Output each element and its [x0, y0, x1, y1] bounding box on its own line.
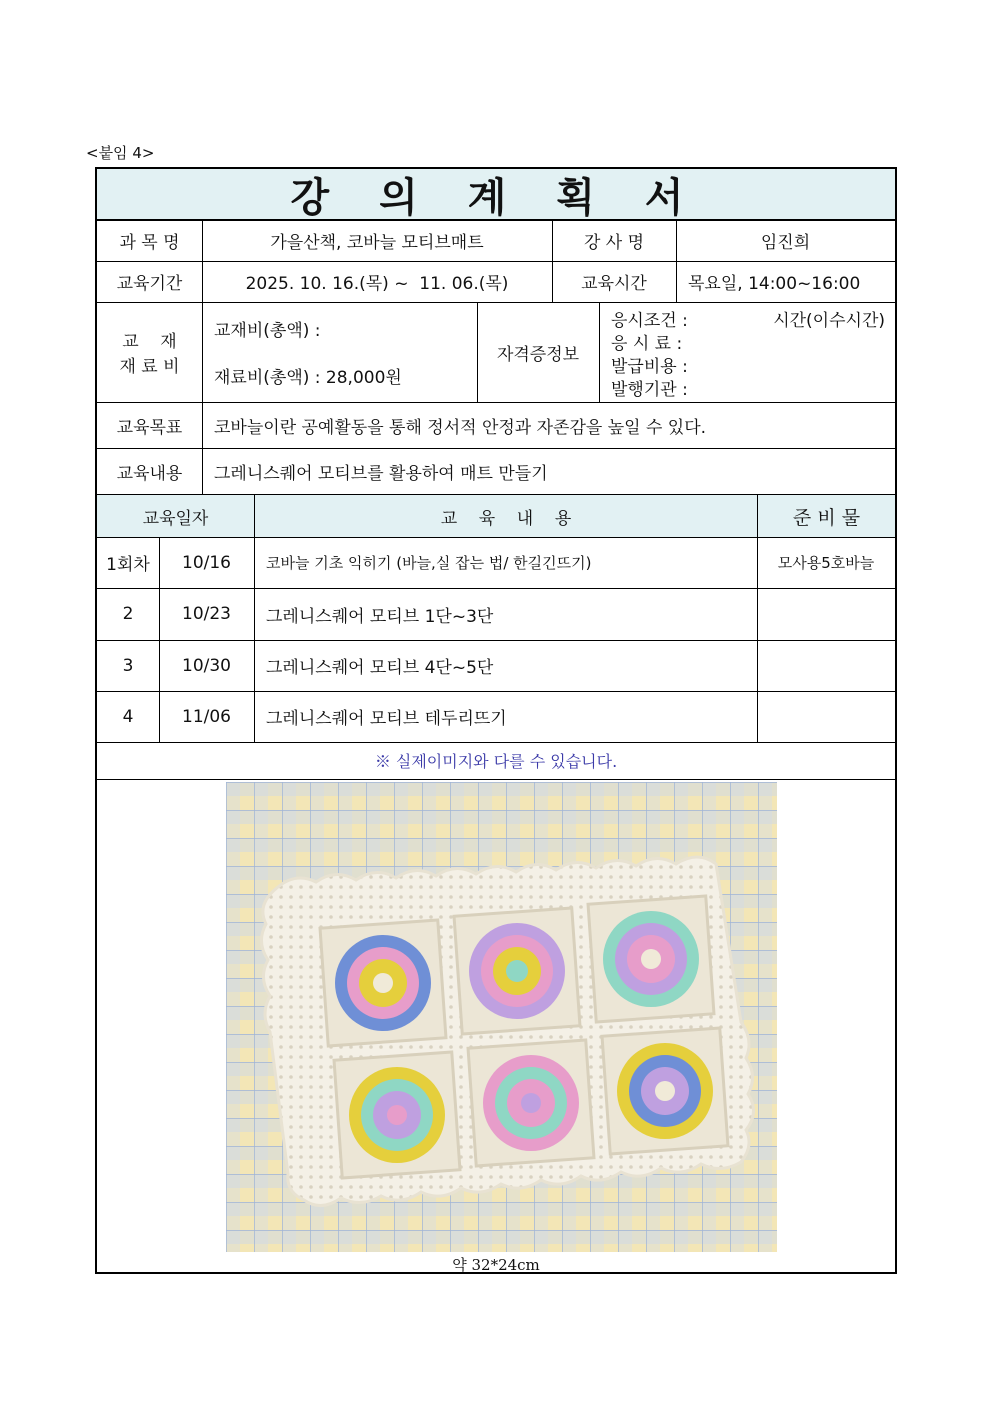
mat-size-caption: 약 32*24cm: [452, 1256, 540, 1274]
session-content: 그레니스퀘어 모티브 4단~5단: [266, 658, 494, 678]
cert-issue-fee: 발급비용 :: [611, 357, 688, 377]
schedule-content-header: 교 육 내 용: [255, 495, 757, 537]
cert-condition-value: 시간(이수시간): [773, 311, 885, 331]
material-label-line2: 재 료 비: [119, 357, 180, 377]
session-prep: [757, 588, 895, 640]
session-number: 4: [122, 706, 134, 727]
session-date: 10/30: [182, 655, 231, 676]
session-content: 코바늘 기초 익히기 (바늘,실 잡는 법/ 한길긴뜨기): [266, 554, 592, 572]
instructor-label: 강 사 명: [583, 233, 645, 253]
subject-label: 과 목 명: [119, 233, 180, 253]
document-title: 강 의 계 획 서: [97, 169, 895, 219]
cert-fee: 응 시 료 :: [611, 334, 683, 354]
content-value: 그레니스퀘어 모티브를 활용하여 매트 만들기: [214, 463, 548, 484]
time-label: 교육시간: [581, 274, 647, 294]
session-date: 11/06: [182, 706, 231, 727]
cert-condition: 응시조건 :: [611, 311, 688, 331]
cert-info: [599, 302, 895, 402]
image-disclaimer: ※ 실제이미지와 다를 수 있습니다.: [374, 752, 618, 771]
session-content: 그레니스퀘어 모티브 1단~3단: [266, 606, 494, 627]
session-date: 10/16: [182, 552, 231, 573]
attachment-label: <붙임 4>: [86, 144, 155, 162]
session-content: 그레니스퀘어 모티브 테두리뜨기: [266, 709, 507, 729]
textbook-fee: 교재비(총액) :: [214, 321, 321, 341]
crochet-mat-photo: [226, 782, 777, 1252]
material-label: [97, 302, 202, 402]
fees-cell: [202, 302, 477, 402]
cert-issuer: 발행기관 :: [611, 380, 688, 400]
session-prep: [757, 640, 895, 691]
content-label: 교육내용: [116, 463, 183, 484]
cert-label: 자격증정보: [496, 344, 580, 365]
lecture-plan-document: [95, 167, 897, 1274]
session-prep: 모사용5호바늘: [777, 554, 875, 572]
material-fee: 재료비(총액) : 28,000원: [214, 368, 402, 388]
goal-label: 교육목표: [116, 417, 183, 438]
session-number: 3: [122, 655, 134, 676]
session-date: 10/23: [182, 604, 231, 624]
period-label: 교육기간: [116, 274, 183, 294]
session-prep: [757, 691, 895, 742]
time-value: 목요일, 14:00~16:00: [688, 274, 861, 294]
subject-value: 가을산책, 코바늘 모티브매트: [270, 233, 484, 253]
session-number: 1회차: [106, 555, 150, 575]
instructor-value: 임진희: [760, 233, 811, 253]
goal-value: 코바늘이란 공예활동을 통해 정서적 안정과 자존감을 높일 수 있다.: [214, 417, 707, 438]
schedule-prep-header: 준 비 물: [758, 495, 895, 537]
schedule-date-header: 교육일자: [97, 495, 254, 537]
session-number: 2: [122, 604, 134, 624]
material-label-line1: 교 재: [122, 332, 177, 352]
period-value: 2025. 10. 16.(목) ~ 11. 06.(목): [245, 274, 509, 294]
